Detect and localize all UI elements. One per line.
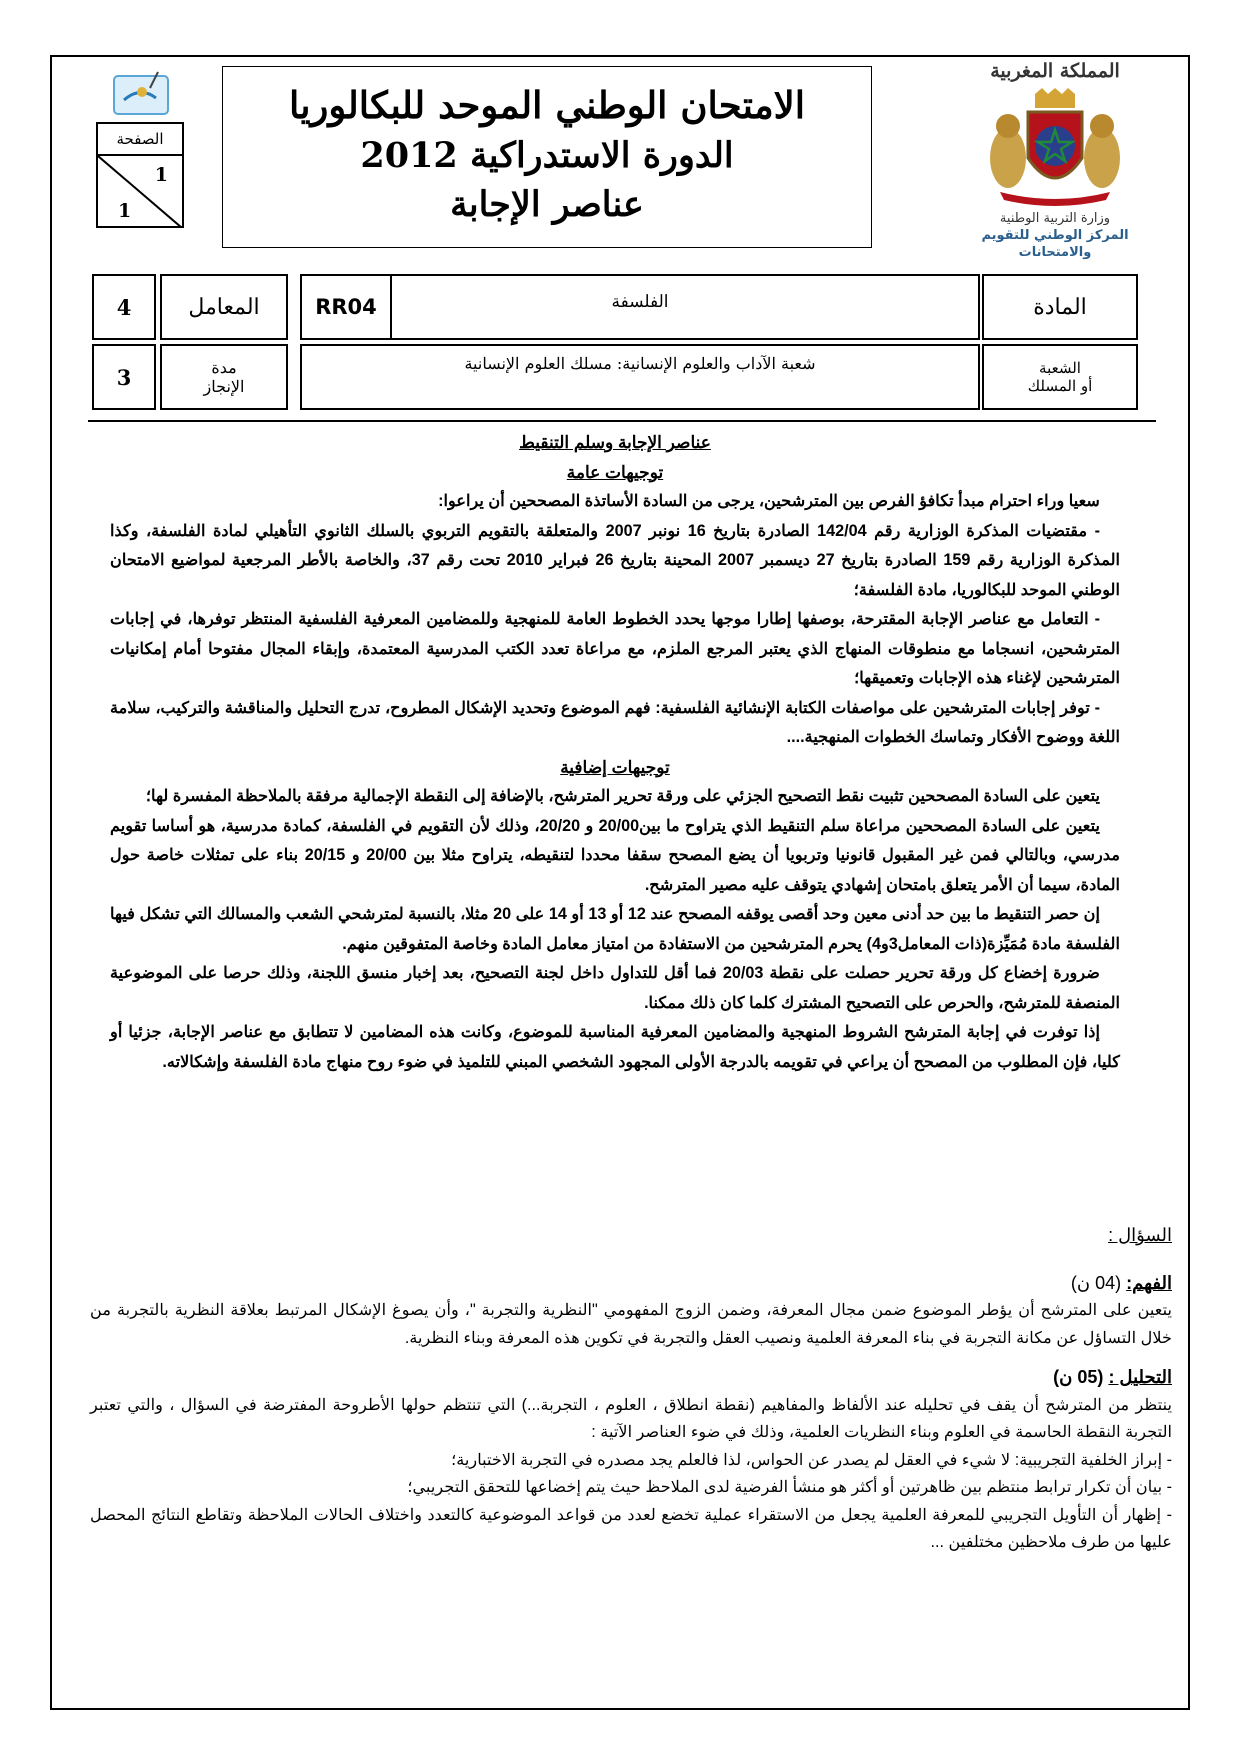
general-guidelines-heading: توجيهات عامة: [566, 462, 664, 482]
branch-label-cell: [982, 344, 1138, 410]
exam-title-box: [222, 66, 872, 248]
understanding-points: (04 ن): [1070, 1272, 1122, 1293]
analysis-item-2: - بيان أن تكرار ترابط منتظم بين ظاهرتين أو أكثر هو منشأ الفرضية لدى الملاحظ حيث يتم إخضاعها للتحقق التجريبي؛: [407, 1478, 1172, 1496]
extra-guideline-5: إذا توفرت في إجابة المترشح الشروط المنهجية والمضامين المعرفية المناسبة للموضوع، وكانت هذه المضامين لا تتطابق مع عناصر الإجابة، جزئيا أو كليا، فإن المطلوب من المصحح أن يراعي في تقويمه بالدرجة الأولى المجهود الشخصي المبني للتلميذ في ضوء روح منهاج مادة الفلسفة وإشكالاته.: [110, 1023, 1120, 1071]
guideline-item-2: - التعامل مع عناصر الإجابة المقترحة، بوصفها إطارا موجها يحدد الخطوط العامة للمنهجية وللمضامين المعرفية الفلسفية المنتظر توفرها، في إجابات المترشحين، انسجاما مع منطوقات المنهاج الذي يعتبر المرجع الملزم، مع مراعاة تعدد الكتب المدرسية المعتمدة، وإبقاء المجال مفتوحا أمام إمكانيات المترشحين لإغناء هذه الإجابات وتعميقها؛: [110, 610, 1120, 687]
extra-guideline-3: إن حصر التنقيط ما بين حد أدنى معين وحد أقصى يوقفه المصحح عند 12 أو 13 أو 14 على 20 مثلا، بالنسبة لمترشحي الشعب والمسالك التي تشكل فيها الفلسفة مادة مُمَيِّزة(ذات المعامل3و4) يحرم المترشحين من الاستفادة من امتياز معامل المادة وخاصة المتفوقين منهم.: [110, 905, 1120, 953]
duration-label-line1: مدة: [211, 358, 237, 377]
guideline-item-1: - مقتضيات المذكرة الوزارية رقم 142/04 الصادرة بتاريخ 16 نونبر 2007 والمتعلقة بالتقويم التربوي بالسلك الثانوي التأهيلي لمادة الفلسفة، وكذا المذكرة الوزارية رقم 159 الصادرة بتاريخ 27 ديسمبر 2007 المحينة بتاريخ 26 فبراير 2010 تحت رقم 37، والخاصة بالأطر المرجعية لمواضيع الامتحان الوطني الموحد للبكالوريا، مادة الفلسفة؛: [110, 521, 1121, 599]
exam-title-line2: الدورة الاستدراكية 2012: [360, 135, 734, 176]
page-total: 1: [118, 200, 132, 222]
duration-value: 3: [116, 364, 132, 390]
subject-label-cell: [982, 274, 1138, 340]
branch-label-line2: أو المسلك: [1027, 377, 1093, 395]
branch-value-cell: [300, 344, 980, 410]
subject-label: المادة: [1033, 294, 1087, 320]
page-number-box: [96, 122, 184, 228]
header-separator: [88, 420, 1156, 422]
ministry-label: وزارة التربية الوطنية: [999, 211, 1111, 226]
coefficient-label: المعامل: [188, 294, 260, 320]
exam-title-line1: الامتحان الوطني الموحد للبكالوريا: [288, 83, 806, 127]
subject-value: الفلسفة: [611, 292, 669, 312]
subject-code: RR04: [315, 295, 377, 319]
branch-value: شعبة الآداب والعلوم الإنسانية: مسلك العلوم الإنسانية: [464, 354, 816, 373]
duration-value-cell: [92, 344, 156, 410]
understanding-title: الفهم:: [1126, 1272, 1172, 1293]
answer-scale-heading: عناصر الإجابة وسلم التنقيط: [519, 433, 711, 452]
coefficient-label-cell: [160, 274, 288, 340]
subject-code-cell: [300, 274, 392, 340]
duration-label-cell: [160, 344, 288, 410]
guidelines-section: [110, 428, 1120, 1077]
duration-label-line2: الإنجاز: [203, 377, 245, 396]
page-label: الصفحة: [98, 124, 182, 156]
exam-logo-icon: [112, 68, 172, 120]
question-section: [90, 1222, 1172, 1557]
extra-guideline-2: يتعين على السادة المصححين مراعاة سلم التنقيط الذي يتراوح ما بين20/00 و 20/20، وذلك لأن التقويم في الفلسفة، كمادة مدرسية، هو أساسا تقويم مدرسي، وبالتالي فمن غير المقبول قانونيا وتربويا أن يضع المصحح سقفا محددا لتنقيطه، يتراوح مثلا بين 20/00 و 20/15 بناء على تمثلات خاصة حول المادة، سيما أن الأمر يتعلق بامتحان إشهادي يتوقف عليه مصير المترشح.: [110, 816, 1121, 894]
ministry-emblem-block: [960, 60, 1150, 260]
analysis-item-3: - إظهار أن التأويل التجريبي للمعرفة العلمية يجعل من الاستقراء عملية تخضع لعدد من قواعد الموضوعية كالتعدد واختلاف الحالات الملاحظة وتقاطع النتائج المحصل عليها من طرف ملاحظين مختلفين ...: [90, 1505, 1172, 1551]
coat-of-arms-icon: [980, 88, 1130, 208]
analysis-text: ينتظر من المترشح أن يقف في تحليله عند الألفاظ والمفاهيم (نقطة انطلاق ، العلوم ، التجربة...) التي تنتظم حولها الأطروحة المفترضة في السؤال ، والتي تعتبر التجربة النقطة الحاسمة في العلوم وبناء النظريات العلمية، وذلك في ضوء العناصر الآتية :: [90, 1395, 1172, 1441]
coefficient-value: 4: [116, 294, 132, 320]
extra-guideline-4: ضرورة إخضاع كل ورقة تحرير حصلت على نقطة 20/03 فما أقل للتداول داخل لجنة التصحيح، بعد إخبار منسق اللجنة، وذلك حرصا على الموضوعية المنصفة للمترشح، والحرص على التصحيح المشترك كلما كان ذلك ممكنا.: [110, 964, 1120, 1012]
question-label: السؤال :: [1108, 1225, 1172, 1245]
extra-guideline-1: يتعين على السادة المصححين تثبيت نقط التصحيح الجزئي على ورقة تحرير المترشح، بالإضافة إلى النقطة الإجمالية مرفقة بالملاحظة المفسرة لها؛: [145, 787, 1100, 805]
kingdom-label: المملكة المغربية: [990, 60, 1120, 82]
evaluation-center-label: المركز الوطني للتقويم والامتحانات: [981, 228, 1129, 260]
understanding-text: يتعين على المترشح أن يؤطر الموضوع ضمن مجال المعرفة، وضمن الزوج المفهومي "النظرية والتجربة "، وأن يصوغ الإشكال المرتبط بعلاقة النظرية بالتجربة من خلال التساؤل عن مكانة التجربة في بناء المعرفة العلمية ونصيب العقل والتجربة في تكوين هذه المعرفة وبناء النظرية.: [90, 1301, 1172, 1347]
coefficient-value-cell: [92, 274, 156, 340]
analysis-points: (05 ن): [1053, 1367, 1104, 1387]
page-current: 1: [154, 164, 168, 186]
branch-label-line1: الشعبة: [1039, 359, 1081, 377]
analysis-title: التحليل :: [1108, 1367, 1172, 1387]
subject-value-cell: [300, 274, 980, 340]
analysis-item-1: - إبراز الخلفية التجريبية: لا شيء في العقل لم يصدر عن الحواس، لذا فالعلم يجد مصدره في التجربة الاختبارية؛: [451, 1450, 1172, 1469]
guideline-item-3: - توفر إجابات المترشحين على مواصفات الكتابة الإنشائية الفلسفية: فهم الموضوع وتحديد الإشكال المطروح، تدرج التحليل والمناقشة والتركيب، سلامة اللغة ووضوح الأفكار وتماسك الخطوات المنهجية....: [110, 698, 1120, 746]
extra-guidelines-heading: توجيهات إضافية: [560, 757, 670, 777]
guidelines-intro: سعيا وراء احترام مبدأ تكافؤ الفرص بين المترشحين، يرجى من السادة الأساتذة المصححين أن يراعوا:: [438, 492, 1100, 510]
page-divider-icon: [98, 156, 182, 228]
exam-title-line3: عناصر الإجابة: [450, 184, 644, 225]
